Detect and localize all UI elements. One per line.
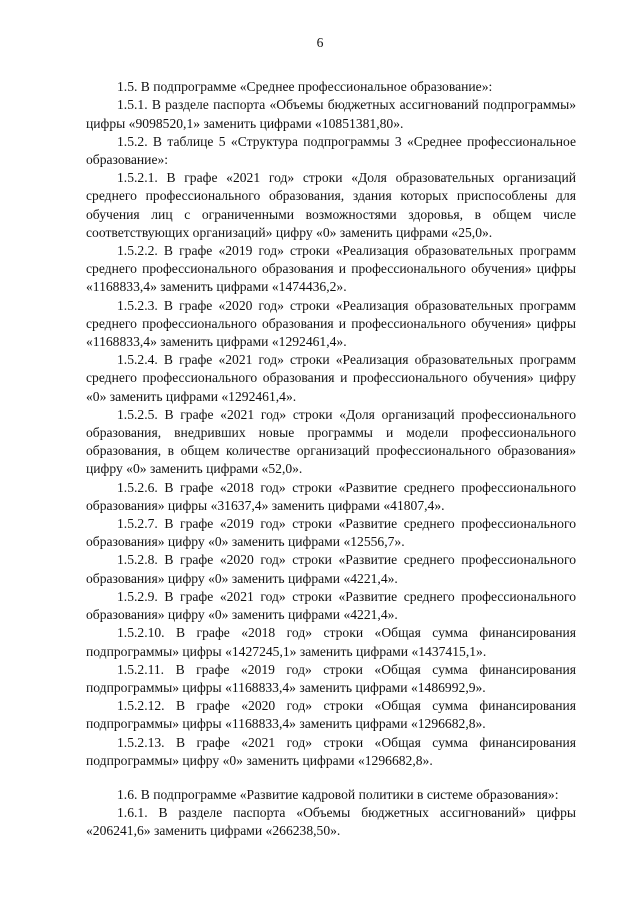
section-gap xyxy=(86,770,576,786)
paragraph-1-5-2-9: 1.5.2.9. В графе «2021 год» строки «Развитие среднего профессионального образования» цифру «0» заменить цифрами «4221,4». xyxy=(86,588,576,623)
paragraph-1-5-2-1: 1.5.2.1. В графе «2021 год» строки «Доля образовательных организаций среднего профессионального образования, здания которых приспособлены для обучения лиц с ограниченными возможностями здоровья, в общем числе соответствующих организаций» цифру «0» заменить цифрами «25,0». xyxy=(86,170,576,240)
paragraph-1-5-2-13: 1.5.2.13. В графе «2021 год» строки «Общая сумма финансирования подпрограммы» цифру «0» заменить цифрами «1296682,8». xyxy=(86,734,576,768)
paragraph-1-5: 1.5. В подпрограмме «Среднее профессиональное образование»: xyxy=(117,79,493,95)
paragraph-1-6: 1.6. В подпрограмме «Развитие кадровой политики в системе образования»: xyxy=(117,786,559,802)
paragraph-1-5-2-2: 1.5.2.2. В графе «2019 год» строки «Реализация образовательных программ среднего профессионального образования и профессионального обучения» цифры «1168833,4» заменить цифрами «1474436,2». xyxy=(86,243,576,295)
paragraph-1-5-2-4: 1.5.2.4. В графе «2021 год» строки «Реализация образовательных программ среднего профессионального образования и профессионального обучения» цифру «0» заменить цифрами «1292461,4». xyxy=(86,352,576,404)
paragraph-1-5-1: 1.5.1. В разделе паспорта «Объемы бюджетных ассигнований подпрограммы» цифры «9098520,1» заменить цифрами «10851381,80». xyxy=(86,97,576,131)
page-number: 6 xyxy=(316,35,324,50)
paragraph-1-5-2-3: 1.5.2.3. В графе «2020 год» строки «Реализация образовательных программ среднего профессионального образования и профессионального обучения» цифры «1168833,4» заменить цифрами «1292461,4». xyxy=(86,297,576,350)
paragraph-1-5-2-5: 1.5.2.5. В графе «2021 год» строки «Доля организаций профессионального образования, внедривших новые программы и модели профессионального образования, в общем количестве организаций профессионального образования» цифру «0» заменить цифрами «52,0». xyxy=(86,406,576,477)
paragraph-1-5-2-6: 1.5.2.6. В графе «2018 год» строки «Развитие среднего профессионального образования» цифры «31637,4» заменить цифрами «41807,4». xyxy=(86,479,576,513)
paragraph-1-5-2-10: 1.5.2.10. В графе «2018 год» строки «Общая сумма финансирования подпрограммы» цифры «1427245,1» заменить цифрами «1437415,1». xyxy=(86,625,576,659)
paragraph-1-5-2-7: 1.5.2.7. В графе «2019 год» строки «Развитие среднего профессионального образования» цифру «0» заменить цифрами «12556,7». xyxy=(86,516,576,550)
paragraph-1-5-2: 1.5.2. В таблице 5 «Структура подпрограммы 3 «Среднее профессиональное образование»: xyxy=(86,133,576,168)
paragraph-1-5-2-8: 1.5.2.8. В графе «2020 год» строки «Развитие среднего профессионального образования» цифру «0» заменить цифрами «4221,4». xyxy=(86,552,576,586)
paragraph-1-6-1: 1.6.1. В разделе паспорта «Объемы бюджетных ассигнований» цифры «206241,6» заменить цифрами «266238,50». xyxy=(86,805,576,839)
paragraph-1-5-2-11: 1.5.2.11. В графе «2019 год» строки «Общая сумма финансирования подпрограммы» цифры «1168833,4» заменить цифрами «1486992,9». xyxy=(86,661,576,695)
paragraph-1-5-2-12: 1.5.2.12. В графе «2020 год» строки «Общая сумма финансирования подпрограммы» цифры «1168833,4» заменить цифрами «1296682,8». xyxy=(86,698,576,732)
